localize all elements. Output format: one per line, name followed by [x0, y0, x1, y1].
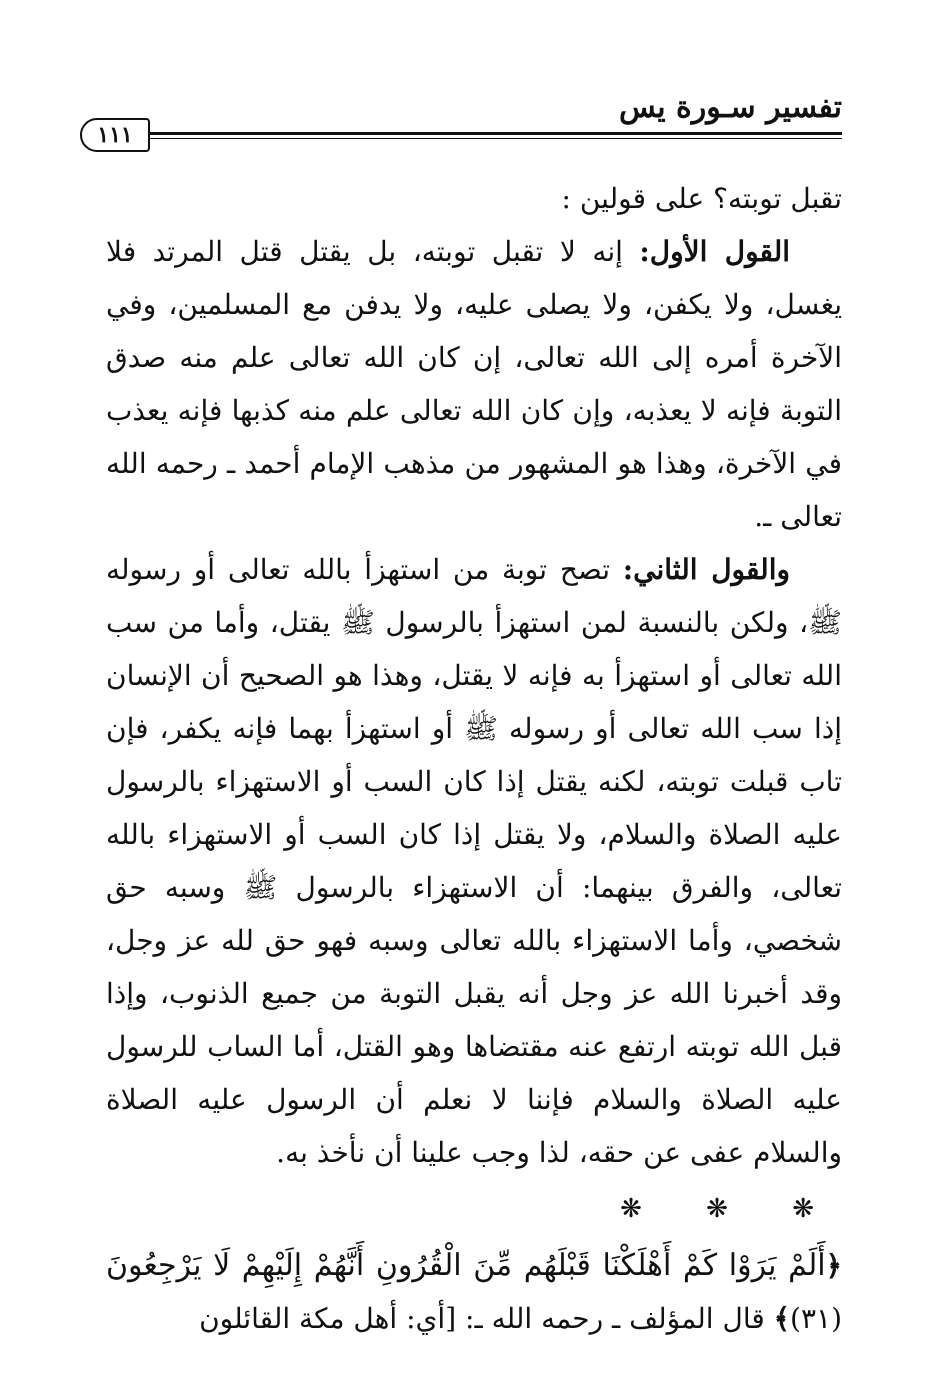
page-header [80, 88, 842, 158]
second-opinion-paragraph [106, 543, 842, 1179]
verse-number: (٣١) [790, 1302, 842, 1335]
intro-line: تقبل توبته؟ على قولين : [561, 182, 842, 215]
section-separator: ❋ ❋ ❋ [620, 1194, 842, 1224]
first-opinion-label: القول الأول: [639, 235, 791, 268]
header-rule-thin [142, 138, 842, 139]
verse-open-bracket: ﴿ [825, 1249, 842, 1282]
first-opinion-text: إنه لا تقبل توبته، بل يقتل قتل المرتد فلا يغسل، ولا يكفن، ولا يصلى عليه، ولا يدفن مع المسلمين، وفي الآخرة أمره إلى الله تعالى، إن كان الله تعالى علم منه صدق التوبة فإنه لا يعذبه، وإن كان الله تعالى علم منه كذبها فإنه يعذب في الآخرة، وهذا هو المشهور من مذهب الإمام أحمد ـ رحمه الله تعالى ـ. [106, 235, 842, 533]
first-opinion-paragraph [106, 225, 842, 543]
page-number: ١١١ [80, 118, 150, 152]
second-opinion-label: والقول الثاني: [622, 553, 790, 586]
second-opinion-text: تصح توبة من استهزأ بالله تعالى أو رسوله ﷺ، ولكن بالنسبة لمن استهزأ بالرسول ﷺ يقتل، وأما من سب الله تعالى أو استهزأ به فإنه لا يقتل، وهذا هو الصحيح أن الإنسان إذا سب الله تعالى أو رسوله ﷺ أو استهزأ بهما فإنه يكفر، فإن تاب قبلت توبته، لكنه يقتل إذا كان السب أو الاستهزاء بالرسول عليه الصلاة والسلام، ولا يقتل إذا كان السب أو الاستهزاء بالله تعالى، والفرق بينهما: أن الاستهزاء بالرسول ﷺ وسبه حق شخصي، وأما الاستهزاء بالله تعالى وسبه فهو حق لله عز وجل، وقد أخبرنا الله عز وجل أنه يقبل التوبة من جميع الذنوب، وإذا قبل الله توبته ارتفع عنه مقتضاها وهو القتل، أما الساب للرسول عليه الصلاة والسلام فإننا لا نعلم أن الرسول عليه الصلاة والسلام عفى عن حقه، لذا وجب علينا أن نأخذ به. [106, 553, 842, 1169]
verse-close-bracket: ﴾ [773, 1302, 791, 1335]
commentary-start: قال المؤلف ـ رحمه الله ـ: [أي: أهل مكة القائلون [199, 1302, 774, 1335]
page-body [106, 172, 842, 1345]
quran-verse: أَلَمْ يَرَوْا كَمْ أَهْلَكْنَا قَبْلَهُم مِّنَ الْقُرُونِ أَنَّهُمْ إِلَيْهِمْ لَا يَرْجِعُونَ [106, 1248, 826, 1283]
header-rule [142, 132, 842, 135]
running-title: تفسير سـورة يس [618, 90, 842, 125]
verse-paragraph [106, 1239, 842, 1345]
